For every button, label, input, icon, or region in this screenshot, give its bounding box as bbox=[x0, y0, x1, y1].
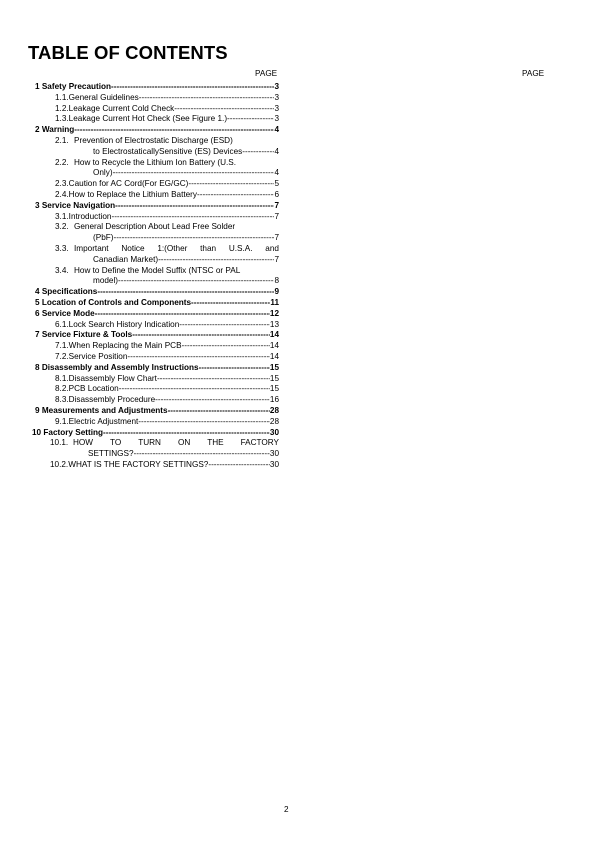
toc-page: 30 bbox=[269, 427, 279, 437]
toc-number: 5 bbox=[35, 297, 40, 307]
toc-title-line2: (PbF) bbox=[93, 233, 114, 243]
leader-dots bbox=[179, 320, 270, 331]
toc-page: 13 bbox=[269, 319, 279, 329]
toc-page: 14 bbox=[269, 341, 279, 351]
toc-page: 28 bbox=[269, 405, 279, 415]
toc-page: 7 bbox=[274, 233, 279, 243]
toc-page: 15 bbox=[269, 384, 279, 394]
toc-entry-3-4[interactable] bbox=[35, 266, 279, 288]
toc-number: 8.1. bbox=[55, 373, 69, 383]
toc-title: Disassembly Procedure bbox=[68, 395, 156, 405]
page-number: 2 bbox=[284, 805, 289, 814]
leader-dots bbox=[199, 363, 270, 374]
toc-title: Electric Adjustment bbox=[68, 416, 139, 426]
toc-entry-2[interactable] bbox=[35, 125, 279, 136]
toc-title: Caution for AC Cord(For EG/GC) bbox=[68, 179, 189, 189]
toc-entry-3-2[interactable] bbox=[35, 222, 279, 244]
toc-title-line2: SETTINGS? bbox=[88, 449, 134, 459]
leader-dots bbox=[168, 406, 270, 417]
toc-title: Safety Precaution bbox=[41, 82, 112, 91]
toc-title-word: FACTORY bbox=[240, 438, 279, 448]
toc-title: Disassembly and Assembly Instructions bbox=[41, 362, 199, 372]
leader-dots bbox=[197, 190, 274, 201]
toc-number: 2 bbox=[35, 125, 40, 135]
toc-number: 3.4. bbox=[55, 265, 69, 275]
toc-page: 4 bbox=[274, 146, 279, 156]
leader-dots bbox=[115, 201, 274, 212]
toc-title-line1 bbox=[74, 136, 279, 147]
toc-title-line2: to ElectrostaticallySensitive (ES) Devices bbox=[93, 146, 243, 156]
toc-page: 15 bbox=[269, 373, 279, 383]
toc-number: 7 bbox=[35, 330, 40, 340]
toc-number: 10.1. bbox=[50, 438, 69, 448]
toc-page: 3 bbox=[274, 82, 279, 91]
toc-title-line2: Only) bbox=[93, 168, 113, 178]
toc-page: 4 bbox=[274, 125, 279, 135]
leader-dots bbox=[157, 374, 270, 385]
toc-title-line1 bbox=[74, 244, 279, 255]
toc-title: Service Mode bbox=[41, 308, 95, 318]
toc-title: Introduction bbox=[68, 211, 112, 221]
toc-title-word: HOW bbox=[73, 438, 94, 448]
toc-title-line2: model) bbox=[93, 276, 119, 286]
toc-number: 1.1. bbox=[55, 92, 69, 102]
leader-dots bbox=[118, 276, 274, 287]
toc-entry-8-3[interactable] bbox=[35, 395, 279, 406]
toc-number: 3.1. bbox=[55, 211, 69, 221]
toc-title-word: Notice bbox=[121, 243, 145, 253]
toc-page: 7 bbox=[274, 254, 279, 264]
toc-entry-9[interactable] bbox=[35, 406, 279, 417]
toc-entry-1-2[interactable] bbox=[35, 104, 279, 115]
toc-title: Factory Setting bbox=[43, 427, 103, 437]
toc-number: 2.4. bbox=[55, 189, 69, 199]
toc-entry-5[interactable] bbox=[35, 298, 279, 309]
toc-entry-8-2[interactable] bbox=[35, 384, 279, 395]
toc-title: PCB Location bbox=[68, 384, 119, 394]
toc-title-line2: Canadian Market) bbox=[93, 254, 159, 264]
toc-entry-1-3[interactable] bbox=[35, 114, 279, 125]
toc-number: 3.2. bbox=[55, 222, 69, 232]
toc-number: 10 bbox=[32, 427, 42, 437]
toc-title: Location of Controls and Components bbox=[41, 297, 192, 307]
toc-page: 7 bbox=[274, 211, 279, 221]
toc-title: How to Replace the Lithium Battery bbox=[68, 189, 198, 199]
leader-dots bbox=[191, 298, 270, 309]
toc-number: 3.3. bbox=[55, 243, 69, 253]
toc-page: 12 bbox=[269, 308, 279, 318]
leader-dots bbox=[155, 395, 270, 406]
toc-entry-4[interactable] bbox=[35, 287, 279, 298]
toc-number: 8.3. bbox=[55, 395, 69, 405]
toc-entry-1[interactable] bbox=[35, 82, 279, 93]
leader-dots bbox=[227, 114, 274, 125]
leader-dots bbox=[127, 352, 270, 363]
leader-dots bbox=[139, 93, 275, 104]
toc-number: 2.1. bbox=[55, 135, 69, 145]
leader-dots bbox=[174, 104, 274, 115]
leader-dots bbox=[103, 428, 270, 439]
toc-title: Disassembly Flow Chart bbox=[68, 373, 157, 383]
toc-title-word: ON bbox=[177, 438, 191, 448]
toc-title-word: THE bbox=[207, 438, 224, 448]
toc-title: Lock Search History Indication bbox=[68, 319, 180, 329]
toc-number: 3 bbox=[35, 200, 40, 210]
toc-title: General Guidelines bbox=[68, 92, 139, 102]
toc-title: When Replacing the Main PCB bbox=[68, 341, 182, 351]
toc-entry-2-4[interactable] bbox=[35, 190, 279, 201]
leader-dots bbox=[113, 168, 275, 179]
toc-page: 30 bbox=[269, 459, 279, 469]
leader-dots bbox=[138, 417, 270, 428]
toc-title: Service Fixture & Tools bbox=[41, 330, 133, 340]
toc-number: 6.1. bbox=[55, 319, 69, 329]
toc-title-word: TO bbox=[110, 438, 122, 448]
toc-entry-8-1[interactable] bbox=[35, 374, 279, 385]
toc-page: 8 bbox=[274, 276, 279, 286]
toc-number: 7.2. bbox=[55, 351, 69, 361]
toc-entry-2-3[interactable] bbox=[35, 179, 279, 190]
toc-title-word: 1:(Other bbox=[157, 243, 188, 253]
toc-entry-1-1[interactable] bbox=[35, 93, 279, 104]
toc-number: 1.2. bbox=[55, 103, 69, 113]
leader-dots bbox=[182, 341, 270, 352]
table-of-contents bbox=[32, 82, 279, 471]
toc-entry-9-1[interactable] bbox=[35, 417, 279, 428]
toc-entry-7-1[interactable] bbox=[35, 341, 279, 352]
toc-entry-3-3[interactable] bbox=[35, 244, 279, 266]
leader-dots bbox=[132, 330, 270, 341]
leader-dots bbox=[208, 460, 270, 471]
leader-dots bbox=[188, 179, 274, 190]
toc-entry-2-1[interactable] bbox=[35, 136, 279, 158]
toc-title-line1 bbox=[73, 438, 279, 449]
toc-page: 30 bbox=[269, 449, 279, 459]
leader-dots bbox=[95, 309, 270, 320]
toc-title: Leakage Current Hot Check (See Figure 1.) bbox=[68, 114, 228, 124]
toc-title: Service Position bbox=[68, 351, 128, 361]
toc-page: 28 bbox=[269, 416, 279, 426]
toc-number: 1.3. bbox=[55, 114, 69, 124]
toc-title: Leakage Current Cold Check bbox=[68, 103, 175, 113]
toc-page: 7 bbox=[274, 200, 279, 210]
page-column-header-left: PAGE bbox=[255, 69, 278, 78]
toc-number: 2.3. bbox=[55, 179, 69, 189]
toc-number: 4 bbox=[35, 287, 40, 297]
toc-title-word: U.S.A. bbox=[228, 243, 253, 253]
page-column-header-right: PAGE bbox=[522, 69, 545, 78]
leader-dots bbox=[119, 384, 270, 395]
page-title: TABLE OF CONTENTS bbox=[28, 42, 228, 63]
leader-dots bbox=[74, 125, 274, 136]
leader-dots bbox=[158, 255, 274, 266]
toc-page: 3 bbox=[274, 103, 279, 113]
toc-title-line1: General Description About Lead Free Solder bbox=[74, 222, 236, 232]
toc-number: 8.2. bbox=[55, 384, 69, 394]
toc-page: 3 bbox=[274, 114, 279, 124]
leader-dots bbox=[97, 287, 274, 298]
toc-number: 9 bbox=[35, 405, 40, 415]
toc-number: 2.2. bbox=[55, 157, 69, 167]
toc-entry-6[interactable] bbox=[35, 309, 279, 320]
toc-page: 3 bbox=[274, 92, 279, 102]
toc-page: 11 bbox=[270, 297, 279, 307]
toc-title-word: and bbox=[265, 243, 279, 253]
leader-dots bbox=[111, 212, 274, 223]
toc-page: 9 bbox=[274, 287, 279, 297]
toc-title-text: Prevention of Electrostatic Discharge (ESD) bbox=[74, 135, 233, 145]
toc-entry-10-1[interactable] bbox=[35, 438, 279, 460]
toc-title: WHAT IS THE FACTORY SETTINGS? bbox=[68, 459, 209, 469]
toc-title: Warning bbox=[41, 125, 75, 135]
toc-entry-6-1[interactable] bbox=[35, 320, 279, 331]
toc-page: 15 bbox=[269, 362, 279, 372]
toc-entry-10[interactable] bbox=[32, 428, 279, 439]
toc-number: 1 bbox=[35, 82, 40, 91]
toc-number: 8 bbox=[35, 362, 40, 372]
toc-number: 7.1. bbox=[55, 341, 69, 351]
toc-title-line1: How to Recycle the Lithium Ion Battery (U.S. bbox=[74, 157, 236, 167]
leader-dots bbox=[134, 449, 270, 460]
toc-entry-10-2[interactable] bbox=[35, 460, 279, 471]
toc-page: 6 bbox=[274, 189, 279, 199]
toc-title: Specifications bbox=[41, 287, 98, 297]
toc-page: 14 bbox=[269, 330, 279, 340]
toc-number: 6 bbox=[35, 308, 40, 318]
toc-entry-3[interactable] bbox=[35, 201, 279, 212]
toc-title: Measurements and Adjustments bbox=[41, 405, 168, 415]
toc-page: 5 bbox=[274, 179, 279, 189]
toc-entry-3-1[interactable] bbox=[35, 212, 279, 223]
toc-number: 9.1. bbox=[55, 416, 69, 426]
toc-page: 14 bbox=[269, 351, 279, 361]
leader-dots bbox=[113, 233, 274, 244]
leader-dots bbox=[242, 147, 274, 158]
toc-title-line1: How to Define the Model Suffix (NTSC or PAL bbox=[74, 265, 241, 275]
toc-entry-7-2[interactable] bbox=[35, 352, 279, 363]
toc-entry-8[interactable] bbox=[35, 363, 279, 374]
toc-entry-2-2[interactable] bbox=[35, 158, 279, 180]
toc-title-word: Important bbox=[74, 243, 109, 253]
toc-number: 10.2. bbox=[50, 459, 69, 469]
toc-entry-7[interactable] bbox=[35, 330, 279, 341]
toc-page: 16 bbox=[269, 395, 279, 405]
toc-title-word: TURN bbox=[138, 438, 161, 448]
toc-title: Service Navigation bbox=[41, 200, 116, 210]
toc-title-word: than bbox=[200, 243, 217, 253]
leader-dots bbox=[111, 82, 274, 93]
toc-page: 4 bbox=[274, 168, 279, 178]
